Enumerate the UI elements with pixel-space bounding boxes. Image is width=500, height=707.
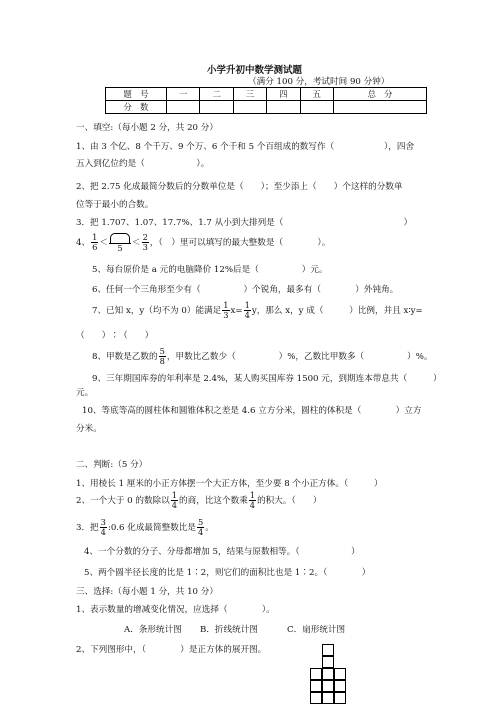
score-cell[interactable] [267, 101, 300, 114]
fraction-denominator: 3 [142, 242, 148, 252]
fraction-denominator: 4 [100, 527, 106, 537]
question-4: 4、 $\frac{1}{6}$ ＜ 5 ＜ $\frac{2}{3}$ ，（ ）里可以填写的最大整数是（ ）。 [76, 232, 331, 253]
question-text: 2、下列图形中，（ ）是正方体的展开图。 [76, 645, 267, 655]
section2-heading: 二、判断:（5 分） [76, 460, 148, 470]
fraction [100, 518, 107, 537]
question-text: 2、一个大于 0 的数除以 [76, 496, 170, 506]
question-text: ，甲数比乙数少（ ）%，乙数比甲数多（ ）%。 [166, 352, 433, 362]
fraction-denominator: 3 [223, 310, 229, 320]
fraction-denominator: 4 [197, 527, 204, 537]
fraction [222, 301, 229, 320]
question-text: 3．把 1.707、1.07、17.7%、1.7 从小到大排列是（ ） [76, 218, 413, 228]
option-a[interactable]: A．条形统计图 [124, 625, 182, 635]
fraction-numerator-blank[interactable] [109, 233, 131, 244]
question-text: 位等于最小的合数。 [76, 200, 154, 210]
fraction-denominator: 4 [249, 500, 256, 510]
net-square [334, 692, 346, 704]
score-table-header-cell: 四 [267, 88, 300, 101]
question-text: 5、每台原价是 a 元的电脑降价 12%后是（ ）元。 [92, 265, 328, 275]
net-square [310, 668, 322, 680]
question-text: 1、用棱长 1 厘米的小正方体摆一个大正方体，至少要 8 个小正方体。（ ） [76, 479, 383, 489]
score-table-header-row [106, 88, 427, 101]
question-text: 4、一个分数的分子、分母都增加 5，结果与原数相等。（ ） [84, 547, 360, 557]
question-text: 10、等底等高的圆柱体和圆锥体积之差是 4.6 立方分米，圆柱的体积是（ ）立方 [82, 406, 422, 416]
net-square [334, 680, 346, 692]
exam-subtitle: （满分 100 分，考试时间 90 分钟） [248, 77, 390, 87]
fraction-numerator: 3 [100, 517, 106, 527]
net-square [310, 692, 322, 704]
net-square [322, 668, 334, 680]
question-text: 元。 [76, 388, 94, 398]
score-cell[interactable] [200, 101, 233, 114]
fraction-numerator: 1 [223, 300, 229, 310]
question-text: 7、已知 x，y（均不为 0）能满足 [92, 306, 222, 316]
question-text: 1、由 3 个亿、8 个千万、9 个万、6 个千和 5 个百组成的数写作（ [76, 142, 335, 152]
score-table [105, 87, 427, 114]
question-text: 6、任何一个三角形至少有（ ）个锐角，最多有（ ）外钝角。 [92, 285, 399, 295]
judge-question-3 [76, 517, 214, 539]
question-text: ，（ ）里可以填写的最大整数是（ ）。 [149, 238, 331, 248]
fraction-denominator: 4 [244, 310, 250, 320]
option-c[interactable]: C．扇形统计图 [287, 625, 346, 635]
question-text: ），四舍 [384, 142, 415, 152]
net-square [322, 680, 334, 692]
fraction-numerator: 1 [92, 232, 98, 242]
fraction-numerator: 1 [171, 490, 178, 500]
fraction-blank [109, 233, 131, 253]
score-table-header-cell: 总 分 [334, 88, 427, 101]
fraction-denominator: 5 [117, 242, 123, 253]
question-text: 3．把 [76, 523, 99, 533]
option-b[interactable]: B．折线统计图 [200, 625, 258, 635]
net-square [310, 680, 322, 692]
question-8 [92, 346, 432, 368]
question-text: 1、表示数量的增减变化情况，应选择（ ）。 [76, 605, 275, 615]
fraction-denominator: 6 [92, 242, 98, 252]
score-table-header-cell: 一 [167, 88, 200, 101]
fraction-numerator: 1 [244, 300, 250, 310]
score-cell[interactable] [233, 101, 266, 114]
fraction-denominator: 4 [171, 500, 178, 510]
question-text: 。 [205, 523, 214, 533]
fraction [142, 233, 149, 252]
fraction [249, 491, 256, 510]
question-text: 五入到亿位约是（ ）。 [76, 159, 210, 169]
score-cell[interactable] [300, 101, 333, 114]
fraction-denominator: 8 [159, 356, 165, 366]
fraction [91, 233, 98, 252]
net-square [322, 692, 334, 704]
question-text: y，那么 x，y 成（ ）比例，并且 x∶y= [251, 306, 423, 316]
score-table-header-cell: 题 号 [106, 88, 167, 101]
net-square [334, 668, 346, 680]
fraction-numerator: 5 [197, 517, 204, 527]
question-text: 的商，比这个数乘 [179, 496, 248, 506]
question-text: 分米。 [76, 424, 102, 434]
question-text: 的积大。（ ） [257, 496, 322, 506]
fraction-numerator: 1 [249, 490, 256, 500]
question-text: x= [230, 306, 243, 316]
fraction-numerator: 5 [159, 346, 165, 356]
judge-question-2 [76, 490, 322, 512]
fraction [159, 347, 166, 366]
fraction [244, 301, 251, 320]
score-table-header-cell: 二 [200, 88, 233, 101]
section1-heading: 一、填空:（每小题 2 分，共 20 分） [76, 123, 218, 133]
question-7 [92, 300, 423, 322]
score-table-header-cell: 五 [300, 88, 333, 101]
score-cell[interactable] [334, 101, 427, 114]
score-table-header-cell: 三 [233, 88, 266, 101]
fraction-numerator: 2 [142, 232, 148, 242]
section3-heading: 三、选择:（每小题 1 分，共 10 分） [76, 587, 218, 597]
net-square [322, 656, 334, 668]
page-title: 小学升初中数学测试题 [207, 65, 303, 76]
fraction [197, 518, 204, 537]
question-text: :0.6 化成最简整数比是 [107, 523, 196, 533]
question-text: 5、两个圆半径长度的比是 1∶2，则它们的面积比也是 1∶2。（ ） [84, 568, 371, 578]
question-number: 4、 [76, 238, 91, 248]
fraction [171, 491, 178, 510]
question-text: 9、三年期国库券的年利率是 2.4%，某人购买国库券 1500 元，到期连本带息共（ ） [92, 374, 442, 384]
question-text: 8、甲数是乙数的 [92, 352, 158, 362]
score-table-score-row [106, 101, 427, 114]
score-cell[interactable] [167, 101, 200, 114]
net-square [322, 644, 334, 656]
question-text: 2、把 2.75 化成最简分数后的分数单位是（ ）；至少添上（ ）个这样的分数单 [76, 182, 403, 192]
question-text: （ ）∶（ ） [76, 331, 154, 341]
score-table-row-label: 分 数 [106, 101, 167, 114]
